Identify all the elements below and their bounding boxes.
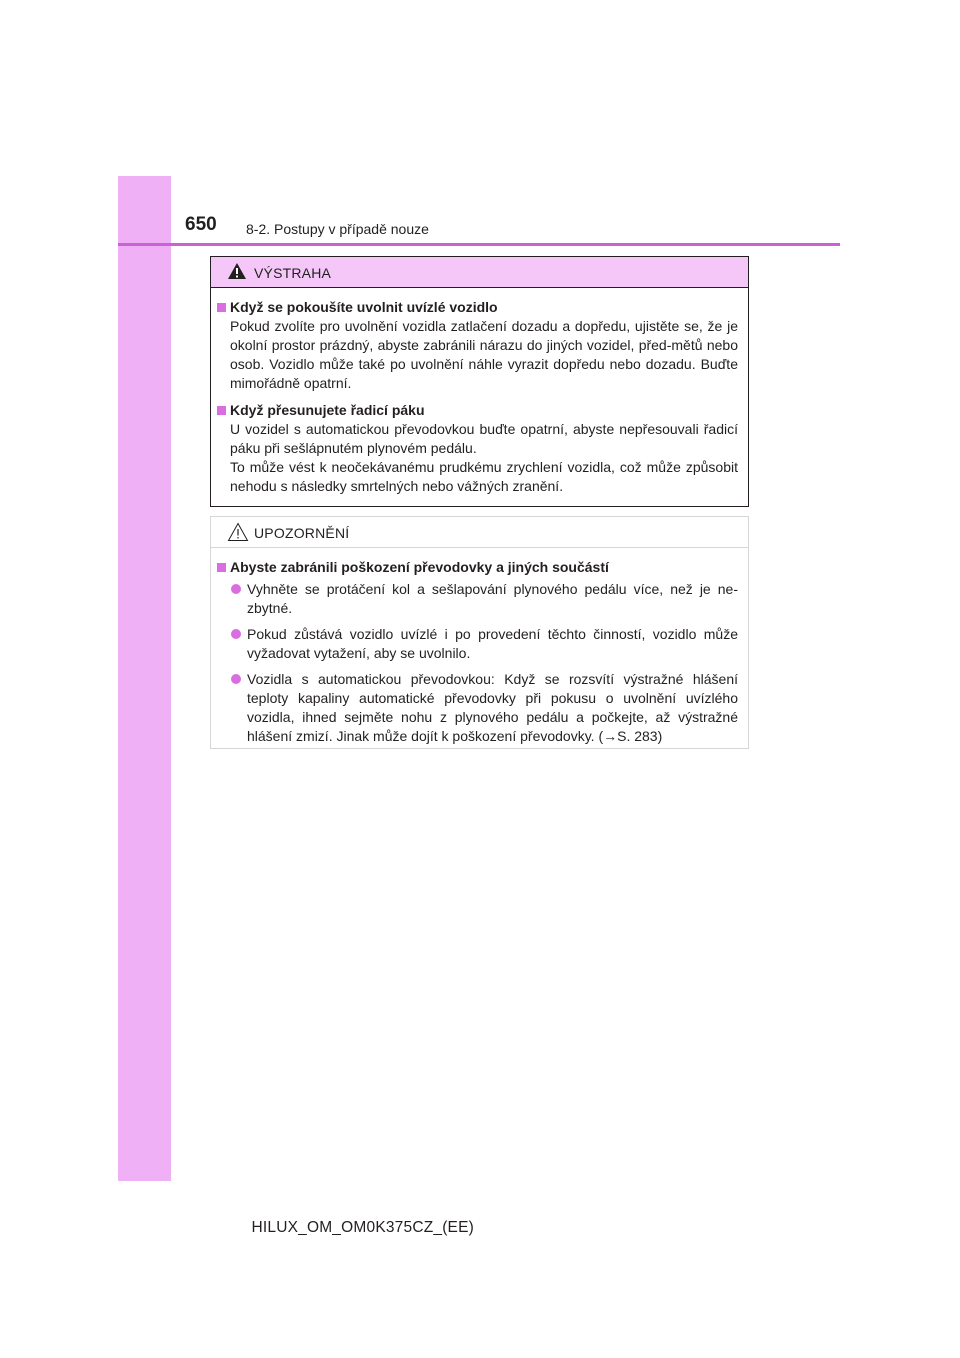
caution-box-header	[211, 517, 748, 548]
header-rule	[118, 243, 840, 246]
square-bullet-icon	[217, 406, 226, 415]
warning-item-title	[217, 298, 738, 317]
caution-item-title-text: Abyste zabránili poškození převodovky a jiných součástí	[230, 559, 609, 575]
round-bullet-icon	[231, 629, 241, 639]
caution-bullet-text: Pokud zůstává vozidlo uvízlé i po provedení těchto činností, vozidlo může vyžadovat vytažení, aby se uvolnilo.	[247, 626, 738, 661]
caution-bullet	[217, 625, 738, 663]
caution-label: UPOZORNĚNÍ	[254, 525, 350, 541]
warning-label: VÝSTRAHA	[254, 265, 332, 281]
square-bullet-icon	[217, 563, 226, 572]
caution-bullet-text: Vyhněte se protáčení kol a sešlapování plynového pedálu více, než je ne-zbytné.	[247, 581, 738, 616]
warning-paragraph: To může vést k neočekávanému prudkému zrychlení vozidla, což může způsobit nehodu s následky smrtelných nebo vážných zranění.	[230, 459, 738, 494]
caution-bullet-text: Vozidla s automatickou převodovkou: Když se rozsvítí výstražné hlášení teploty kapaliny automatické převodovky při pokusu o uvolnění uvízlého vozidla, ihned sejměte nohu z plynového pedálu a počkejte, až výstražné hlášení zmizí. Jinak může dojít k poškození převodovky. (→S. 283)	[247, 671, 738, 744]
warning-item-title	[217, 401, 738, 420]
square-bullet-icon	[217, 303, 226, 312]
round-bullet-icon	[231, 674, 241, 684]
caution-bullet	[217, 580, 738, 618]
page-number: 650	[185, 214, 217, 235]
section-title: 8-2. Postupy v případě nouze	[246, 221, 429, 237]
warning-item-title-text: Když přesunujete řadicí páku	[230, 402, 425, 418]
warning-paragraph: U vozidel s automatickou převodovkou buďte opatrní, abyste nepřesouvali řadicí páku při sešlápnutém plynovém pedálu.	[230, 421, 738, 456]
warning-triangle-icon	[227, 262, 247, 280]
caution-triangle-icon	[227, 522, 249, 542]
caution-bullet	[217, 670, 738, 746]
document-code: HILUX_OM_OM0K375CZ_(EE)	[251, 1219, 474, 1236]
warning-box-header	[211, 257, 748, 288]
warning-paragraph: Pokud zvolíte pro uvolnění vozidla zatlačení dozadu a dopředu, ujistěte se, že je okolní prostor prázdný, abyste zabránili nárazu do jiných vozidel, před-mětů nebo osob. Vozidlo může také po uvolnění náhle vyrazit dopředu nebo dozadu. Buďte mimořádně opatrní.	[230, 318, 738, 391]
round-bullet-icon	[231, 584, 241, 594]
warning-item	[217, 298, 738, 393]
chapter-side-band	[118, 176, 171, 1181]
caution-item-title	[217, 558, 738, 577]
warning-item	[217, 401, 738, 496]
caution-box	[210, 516, 749, 749]
warning-box	[210, 256, 749, 507]
warning-item-title-text: Když se pokoušíte uvolnit uvízlé vozidlo	[230, 299, 498, 315]
